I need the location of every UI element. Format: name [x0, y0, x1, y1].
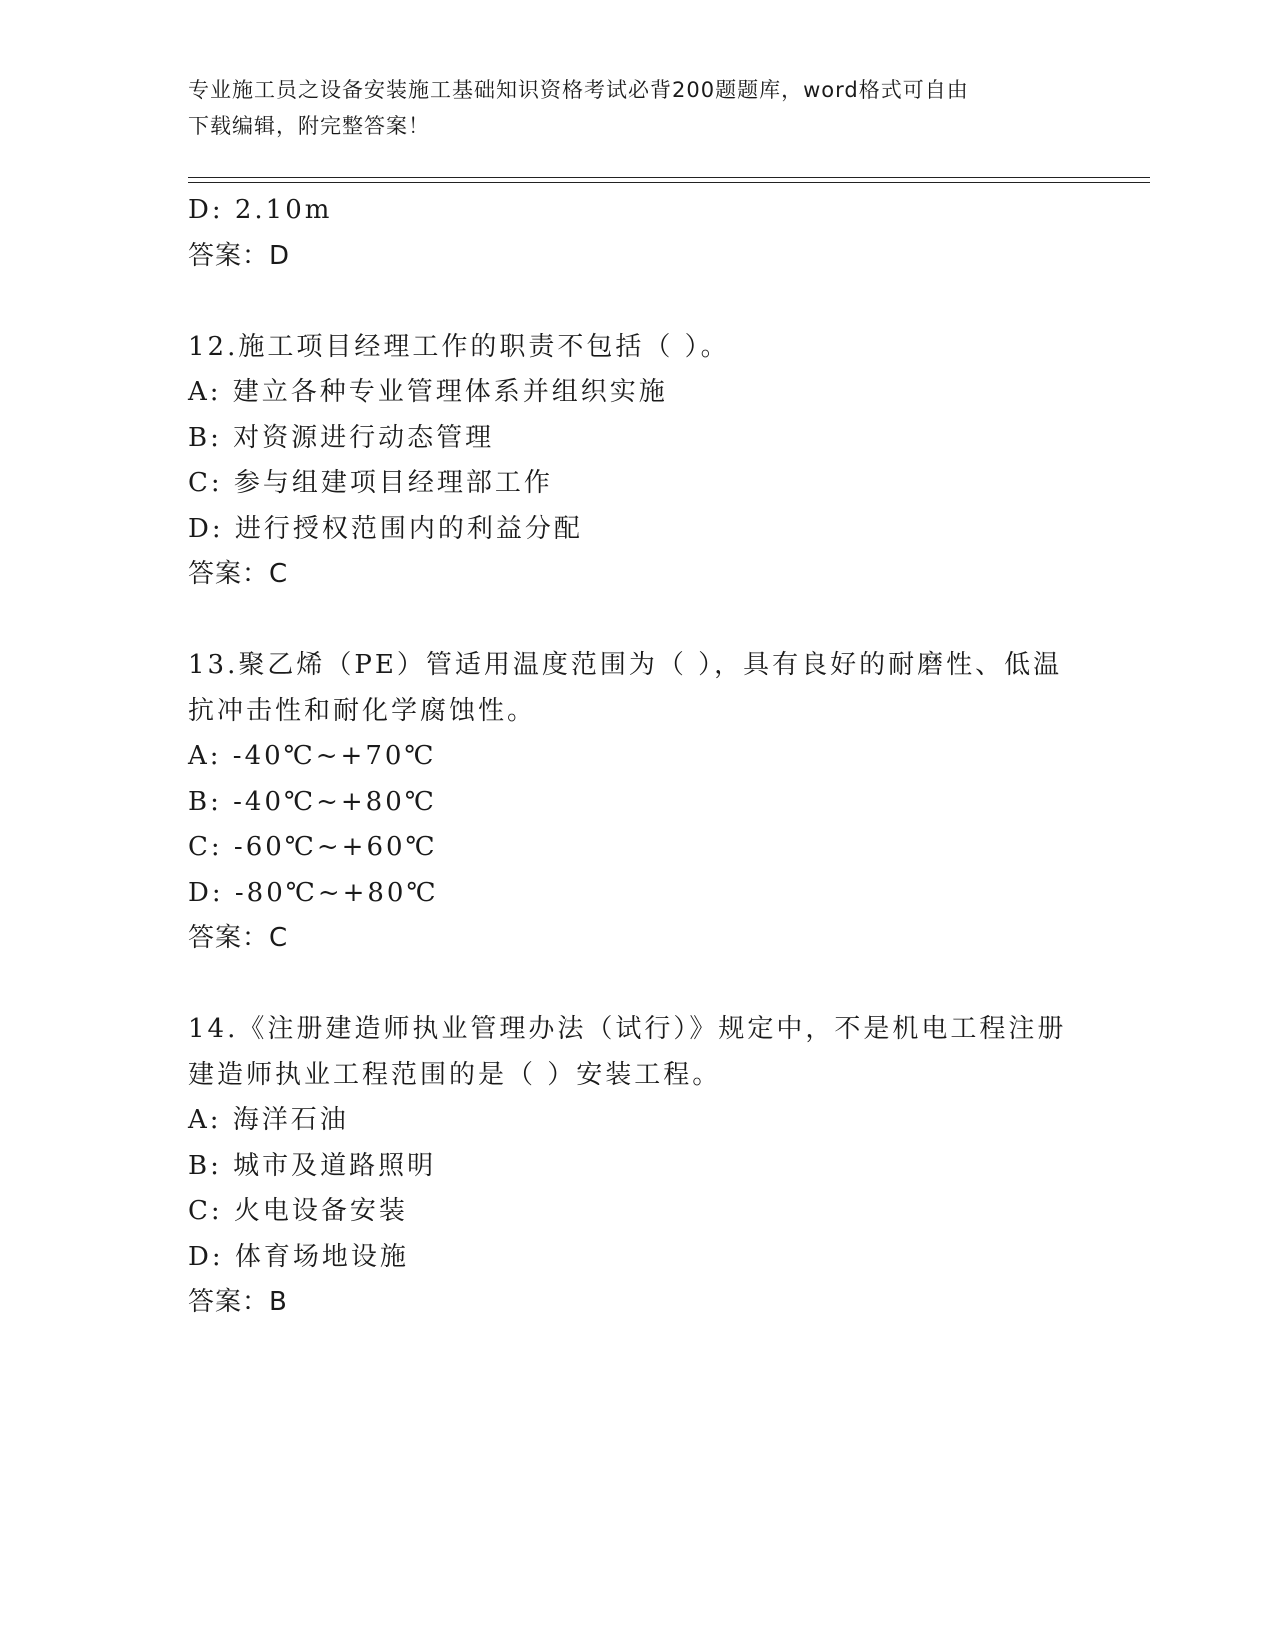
document-header	[188, 72, 1088, 144]
answer: 答案：C	[188, 559, 289, 589]
question-stem-continued: 抗冲击性和耐化学腐蚀性。	[188, 695, 537, 726]
header-title-line-1: 专业施工员之设备安装施工基础知识资格考试必背200题题库，word格式可自由	[188, 78, 969, 102]
question-stem: 13.聚乙烯（PE）管适用温度范围为（ ），具有良好的耐磨性、低温	[188, 650, 1063, 680]
question-stem: 14.《注册建造师执业管理办法（试行）》规定中，不是机电工程注册	[188, 1014, 1067, 1044]
option-d: D: 体育场地设施	[188, 1241, 409, 1272]
option-b: B: -40℃~+80℃	[188, 786, 437, 817]
document-body	[188, 188, 1148, 1326]
question-13	[188, 643, 1148, 962]
question-12	[188, 325, 1148, 598]
question-stem: 12.施工项目经理工作的职责不包括（ ）。	[188, 331, 730, 362]
spacer	[188, 962, 1148, 1008]
option-c: C: 火电设备安装	[188, 1196, 408, 1226]
carryover-answer: 答案：D	[188, 240, 291, 271]
option-a: A: -40℃~+70℃	[188, 741, 437, 771]
spacer	[188, 279, 1148, 325]
carryover-option-d: D: 2.10m	[188, 195, 333, 225]
answer: 答案：B	[188, 1287, 288, 1317]
option-b: B: 对资源进行动态管理	[188, 422, 495, 453]
spacer	[188, 598, 1148, 644]
header-divider-top	[188, 177, 1150, 178]
question-14	[188, 1007, 1148, 1326]
question-stem-continued: 建造师执业工程范围的是（ ）安装工程。	[188, 1059, 722, 1090]
header-divider-bottom	[188, 182, 1150, 183]
option-b: B: 城市及道路照明	[188, 1150, 437, 1181]
option-c: C: -60℃~+60℃	[188, 832, 438, 862]
option-a: A: 建立各种专业管理体系并组织实施	[188, 377, 668, 407]
answer: 答案：C	[188, 923, 289, 953]
option-d: D: 进行授权范围内的利益分配	[188, 513, 583, 544]
header-title-line-2: 下载编辑，附完整答案！	[188, 114, 430, 138]
option-a: A: 海洋石油	[188, 1105, 349, 1135]
option-d: D: -80℃~+80℃	[188, 877, 439, 908]
option-c: C: 参与组建项目经理部工作	[188, 468, 553, 498]
